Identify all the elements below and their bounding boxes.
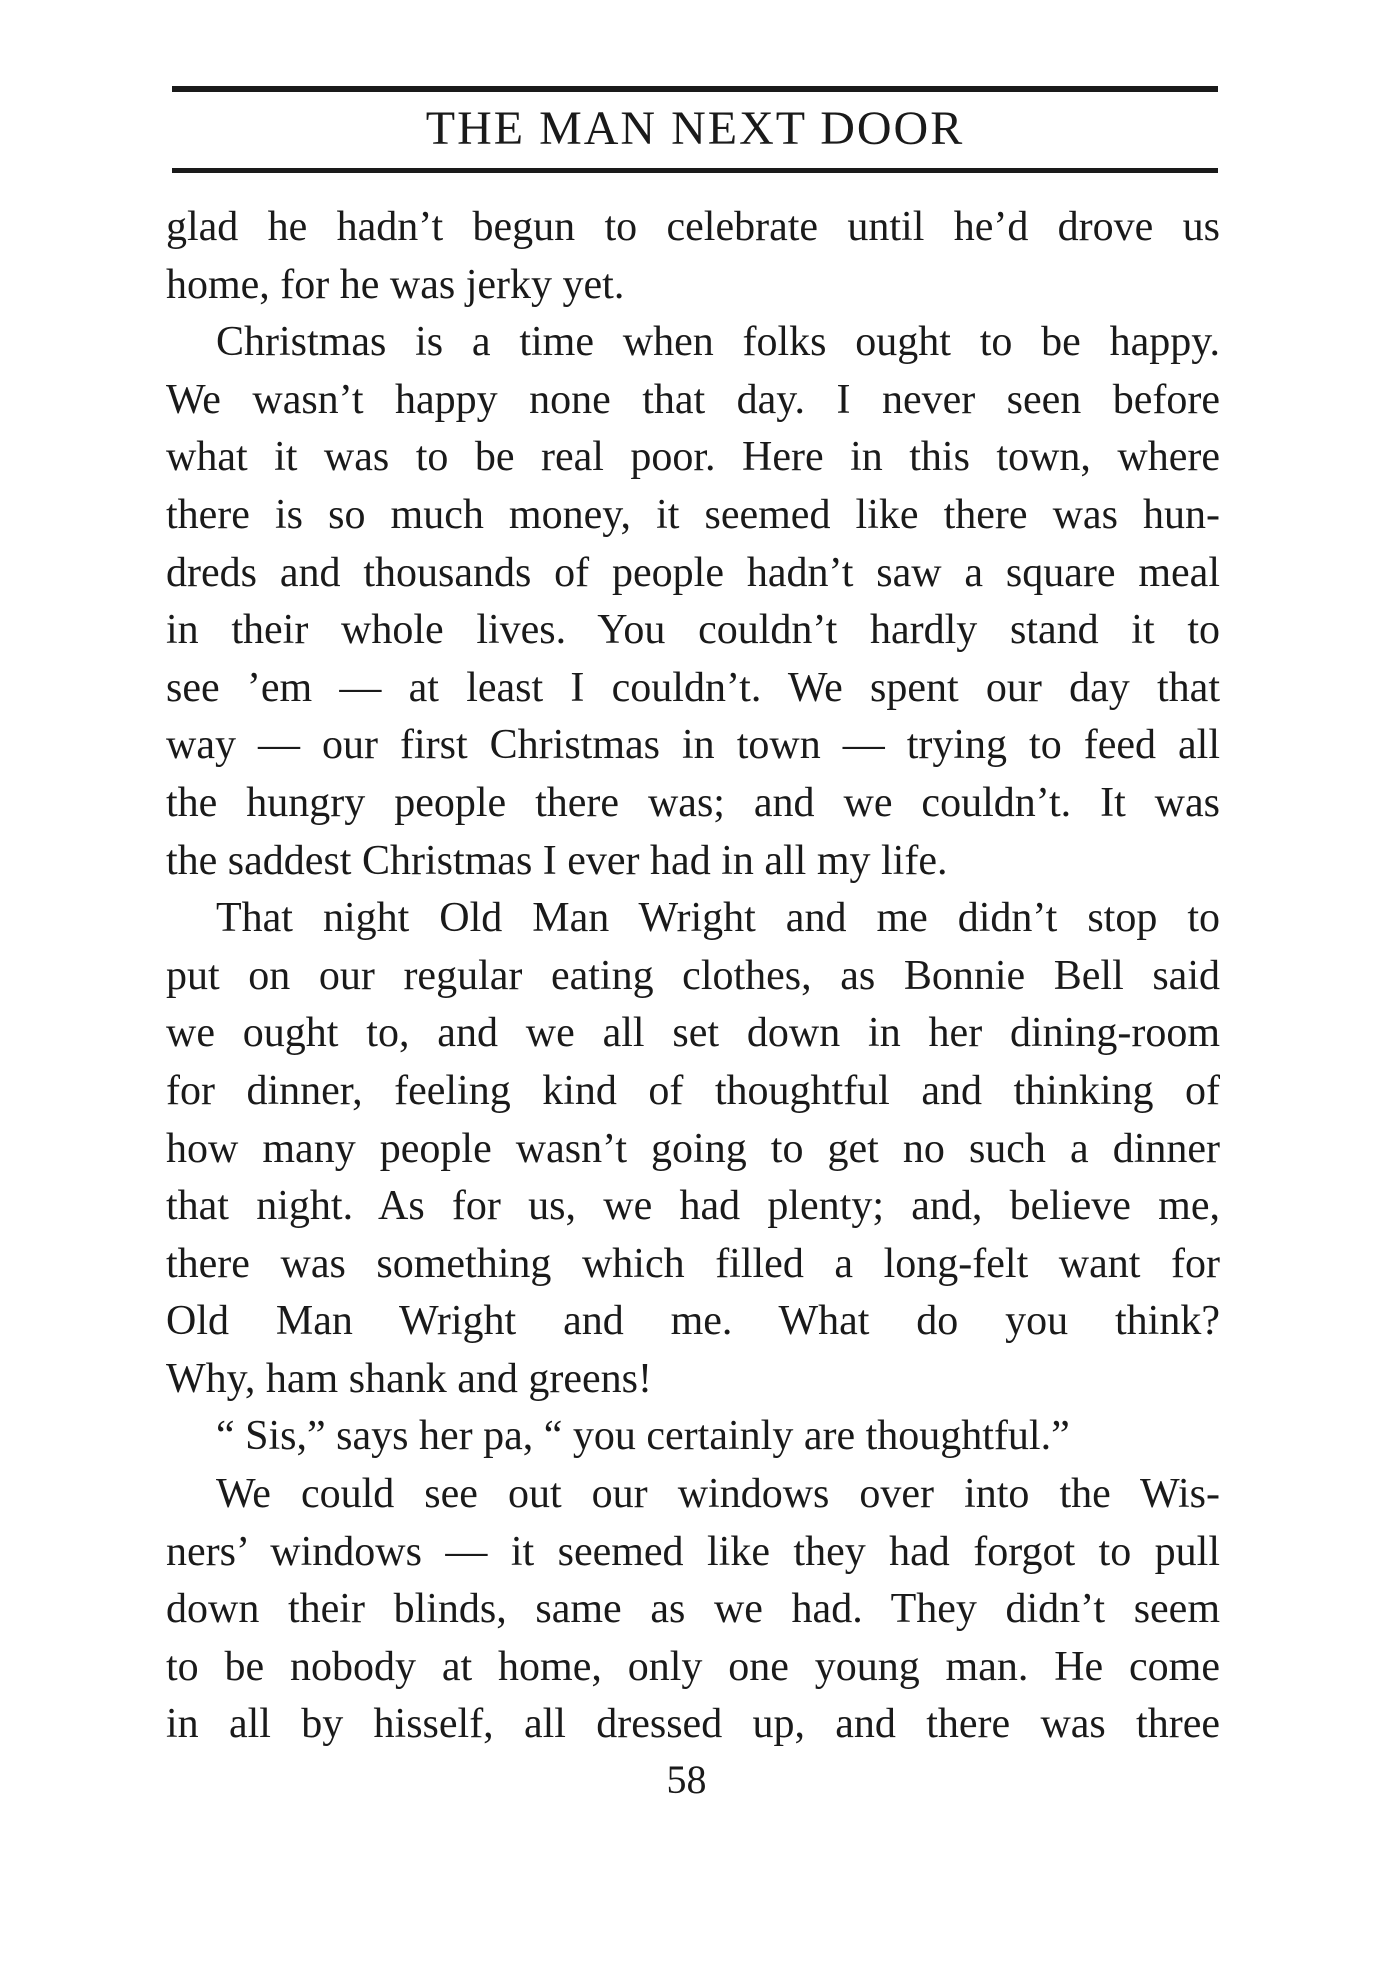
text-line: glad he hadn’t begun to celebrate until he’d drove us <box>166 204 1220 250</box>
text-line: the saddest Christmas I ever had in all my life. <box>166 837 948 884</box>
text-line: put on our regular eating clothes, as Bonnie Bell said <box>166 952 1220 999</box>
header-rule-top <box>172 86 1218 92</box>
text-line: way — our first Christmas in town — trying to feed all <box>166 722 1220 769</box>
text-line: that night. As for us, we had plenty; and, believe me, <box>166 1183 1220 1230</box>
text-line: the hungry people there was; and we couldn’t. It was <box>166 779 1220 826</box>
text-line: We wasn’t happy none that day. I never seen before <box>166 376 1220 423</box>
text-line: we ought to, and we all set down in her dining-room <box>166 1010 1220 1057</box>
text-line: to be nobody at home, only one young man. He come <box>166 1643 1220 1690</box>
header-rule-bottom <box>172 168 1218 173</box>
text-line: dreds and thousands of people hadn’t saw a square meal <box>166 549 1220 596</box>
text-line: Christmas is a time when folks ought to be happy. <box>216 319 1220 366</box>
text-line: what it was to be real poor. Here in this town, where <box>166 434 1220 481</box>
text-line: there is so much money, it seemed like there was hun- <box>166 491 1220 538</box>
text-line: Old Man Wright and me. What do you think? <box>166 1298 1220 1345</box>
text-line: That night Old Man Wright and me didn’t stop to <box>216 895 1220 942</box>
text-line: see ’em — at least I couldn’t. We spent our day that <box>166 664 1220 711</box>
text-line: “ Sis,” says her pa, “ you certainly are thoughtful.” <box>216 1413 1070 1460</box>
text-line: home, for he was jerky yet. <box>166 261 625 308</box>
running-head: THE MAN NEXT DOOR <box>425 102 965 155</box>
text-line: We could see out our windows over into the Wis- <box>216 1471 1220 1518</box>
text-line: in all by hisself, all dressed up, and there was three <box>166 1701 1220 1748</box>
page-number: 58 <box>666 1757 707 1802</box>
text-line: in their whole lives. You couldn’t hardly stand it to <box>166 607 1220 654</box>
text-line: for dinner, feeling kind of thoughtful and thinking of <box>166 1067 1220 1114</box>
text-line: ners’ windows — it seemed like they had forgot to pull <box>166 1528 1220 1575</box>
text-line: there was something which filled a long-felt want for <box>166 1240 1220 1287</box>
text-line: Why, ham shank and greens! <box>166 1355 652 1402</box>
text-line: down their blinds, same as we had. They didn’t seem <box>166 1586 1220 1633</box>
text-line: how many people wasn’t going to get no such a dinner <box>166 1125 1220 1172</box>
body-text <box>166 199 1220 1754</box>
